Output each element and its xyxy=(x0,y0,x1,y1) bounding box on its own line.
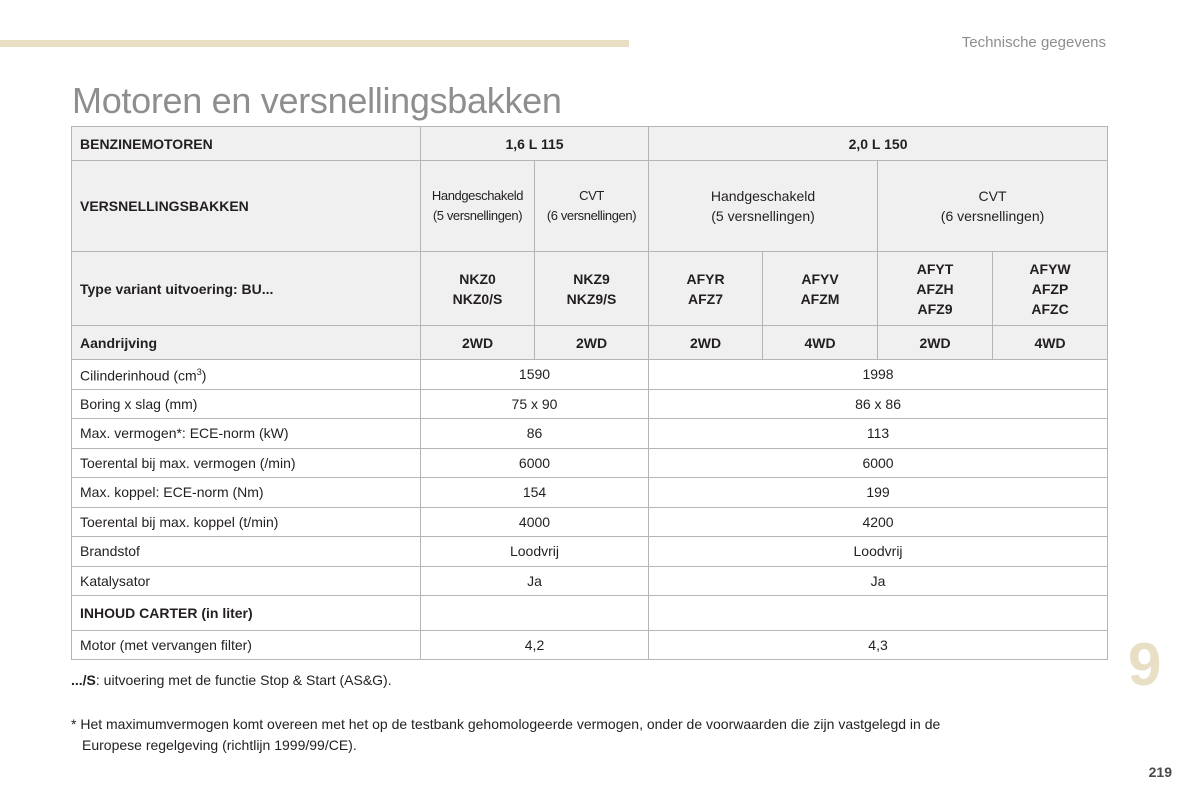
spec-value-1-6: 75 x 90 xyxy=(421,389,649,419)
footnote-max-power: * Het maximumvermogen komt overeen met het op de testbank gehomologeerde vermogen, onder de voorwaarden die zijn vastgelegd in de Europese regelgeving (richtlijn 1999/99/CE). xyxy=(71,716,941,753)
spec-label: Cilinderinhoud $(cm^3)$ xyxy=(72,360,421,390)
spec-value-2-0: 6000 xyxy=(649,448,1108,478)
drive-cell: 4WD xyxy=(763,326,878,360)
spec-value-2-0: Ja xyxy=(649,566,1108,596)
spec-value-2-0: Loodvrij xyxy=(649,537,1108,567)
drive-cell: 2WD xyxy=(421,326,535,360)
table-row xyxy=(72,537,1108,567)
spec-label: Max. vermogen*: ECE-norm (kW) xyxy=(72,419,421,449)
section-label: Technische gegevens xyxy=(961,34,1106,51)
page-number: 219 xyxy=(1148,764,1172,780)
gearboxes-label: VERSNELLINGSBAKKEN xyxy=(72,161,421,252)
table-row xyxy=(72,448,1108,478)
gearbox-4: CVT (6 versnellingen) xyxy=(878,161,1108,252)
spec-value-2-0: 113 xyxy=(649,419,1108,449)
spec-value-2-0: 4200 xyxy=(649,507,1108,537)
drive-label: Aandrijving xyxy=(72,326,421,360)
spec-value-1-6: Loodvrij xyxy=(421,537,649,567)
carter-value-row xyxy=(72,631,1108,660)
table-row xyxy=(72,419,1108,449)
footnote-stop-start: .../S: uitvoering met de functie Stop & Start (AS&G). xyxy=(71,672,392,688)
gearbox-3: Handgeschakeld (5 versnellingen) xyxy=(649,161,878,252)
drive-cell: 2WD xyxy=(535,326,649,360)
spec-label: Toerental bij max. vermogen (/min) xyxy=(72,448,421,478)
variant-cell: AFYW AFZP AFZC xyxy=(993,252,1108,326)
engine-2-0: 2,0 L 150 xyxy=(649,127,1108,161)
spec-label: Boring x slag (mm) xyxy=(72,389,421,419)
engines-row xyxy=(72,127,1108,161)
drive-row xyxy=(72,326,1108,360)
spec-value-1-6: 1590 xyxy=(421,360,649,390)
carter-heading: INHOUD CARTER (in liter) xyxy=(72,596,421,631)
spec-label: Max. koppel: ECE-norm (Nm) xyxy=(72,478,421,508)
carter-value-1-6: 4,2 xyxy=(421,631,649,660)
variant-cell: NKZ0 NKZ0/S xyxy=(421,252,535,326)
drive-cell: 4WD xyxy=(993,326,1108,360)
variants-label: Type variant uitvoering: BU... xyxy=(72,252,421,326)
carter-value-2-0: 4,3 xyxy=(649,631,1108,660)
variant-cell: AFYR AFZ7 xyxy=(649,252,763,326)
carter-label: Motor (met vervangen filter) xyxy=(72,631,421,660)
spec-value-1-6: 154 xyxy=(421,478,649,508)
gearbox-1: Handgeschakeld (5 versnellingen) xyxy=(421,161,535,252)
table-row xyxy=(72,360,1108,390)
variant-cell: AFYV AFZM xyxy=(763,252,878,326)
spec-label: Toerental bij max. koppel (t/min) xyxy=(72,507,421,537)
spec-label: Katalysator xyxy=(72,566,421,596)
gearbox-2: CVT (6 versnellingen) xyxy=(535,161,649,252)
engines-label: BENZINEMOTOREN xyxy=(72,127,421,161)
spec-value-1-6: 4000 xyxy=(421,507,649,537)
spec-value-1-6: 6000 xyxy=(421,448,649,478)
chapter-number: 9 xyxy=(1128,631,1162,698)
carter-empty-cell xyxy=(649,596,1108,631)
spec-value-2-0: 199 xyxy=(649,478,1108,508)
spec-label: Brandstof xyxy=(72,537,421,567)
variant-cell: NKZ9 NKZ9/S xyxy=(535,252,649,326)
drive-cell: 2WD xyxy=(649,326,763,360)
table-row xyxy=(72,389,1108,419)
table-row xyxy=(72,566,1108,596)
carter-heading-row xyxy=(72,596,1108,631)
engine-1-6: 1,6 L 115 xyxy=(421,127,649,161)
variants-row xyxy=(72,252,1108,326)
spec-value-1-6: 86 xyxy=(421,419,649,449)
table-row xyxy=(72,478,1108,508)
drive-cell: 2WD xyxy=(878,326,993,360)
table-row xyxy=(72,507,1108,537)
variant-cell: AFYT AFZH AFZ9 xyxy=(878,252,993,326)
spec-value-1-6: Ja xyxy=(421,566,649,596)
engine-spec-table xyxy=(71,126,1108,660)
carter-empty-cell xyxy=(421,596,649,631)
spec-value-2-0: 86 x 86 xyxy=(649,389,1108,419)
page-title: Motoren en versnellingsbakken xyxy=(72,80,562,121)
header-accent-bar xyxy=(0,40,629,47)
gearboxes-row xyxy=(72,161,1108,252)
spec-value-2-0: 1998 xyxy=(649,360,1108,390)
